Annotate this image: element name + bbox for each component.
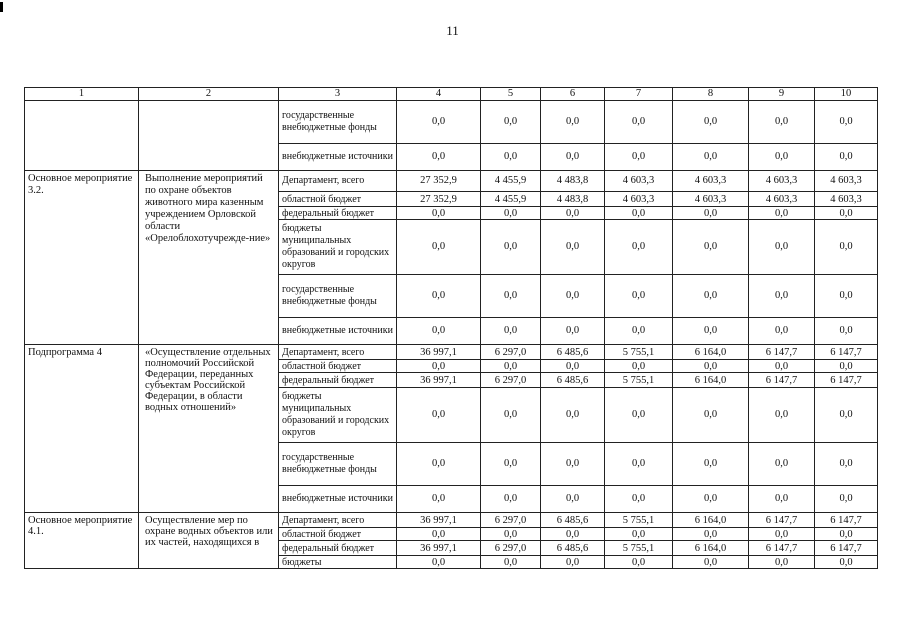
funding-source-cell: внебюджетные источники [279, 486, 397, 513]
value-cell: 0,0 [749, 275, 815, 318]
value-cell: 0,0 [673, 556, 749, 569]
value-cell: 0,0 [481, 101, 541, 144]
value-cell: 0,0 [815, 486, 878, 513]
header-row [25, 88, 878, 101]
value-cell: 0,0 [481, 207, 541, 220]
value-cell: 0,0 [481, 275, 541, 318]
value-cell: 0,0 [397, 318, 481, 345]
value-cell: 0,0 [815, 360, 878, 373]
value-cell: 0,0 [605, 443, 673, 486]
value-cell: 36 997,1 [397, 345, 481, 360]
value-cell: 6 164,0 [673, 541, 749, 556]
value-cell: 6 485,6 [541, 541, 605, 556]
value-cell: 0,0 [397, 275, 481, 318]
value-cell: 0,0 [815, 388, 878, 443]
header-cell: 6 [541, 88, 605, 101]
value-cell: 0,0 [541, 556, 605, 569]
value-cell: 0,0 [673, 388, 749, 443]
funding-source-cell: внебюджетные источники [279, 318, 397, 345]
funding-source-cell: бюджеты муниципальных образований и городских округов [279, 388, 397, 443]
value-cell: 0,0 [541, 318, 605, 345]
table-body [25, 88, 878, 569]
funding-source-cell: областной бюджет [279, 192, 397, 207]
value-cell: 4 603,3 [673, 171, 749, 192]
value-cell: 0,0 [749, 220, 815, 275]
value-cell: 0,0 [673, 443, 749, 486]
value-cell: 0,0 [541, 360, 605, 373]
value-cell: 0,0 [749, 388, 815, 443]
value-cell: 6 147,7 [749, 513, 815, 528]
value-cell: 0,0 [673, 528, 749, 541]
value-cell: 0,0 [605, 528, 673, 541]
value-cell: 0,0 [481, 360, 541, 373]
scan-edge-mark [0, 2, 3, 12]
table-row [25, 345, 878, 360]
value-cell: 0,0 [397, 207, 481, 220]
value-cell: 6 147,7 [815, 541, 878, 556]
value-cell: 0,0 [541, 101, 605, 144]
value-cell: 6 147,7 [749, 373, 815, 388]
value-cell: 0,0 [815, 207, 878, 220]
value-cell: 0,0 [749, 486, 815, 513]
program-description-cell: «Осуществление отдельных полномочий Российской Федерации, переданных субъектам Российской Федерации, в области водных отношений» [139, 345, 279, 513]
header-cell: 2 [139, 88, 279, 101]
value-cell: 0,0 [815, 318, 878, 345]
value-cell: 0,0 [541, 528, 605, 541]
value-cell: 5 755,1 [605, 373, 673, 388]
value-cell: 0,0 [749, 360, 815, 373]
value-cell: 6 147,7 [749, 541, 815, 556]
value-cell: 0,0 [397, 528, 481, 541]
funding-source-cell: федеральный бюджет [279, 207, 397, 220]
value-cell: 0,0 [481, 220, 541, 275]
value-cell: 4 603,3 [815, 192, 878, 207]
value-cell: 27 352,9 [397, 171, 481, 192]
value-cell: 6 147,7 [815, 513, 878, 528]
table-row [25, 513, 878, 528]
funding-source-cell: внебюджетные источники [279, 144, 397, 171]
value-cell: 6 485,6 [541, 373, 605, 388]
funding-source-cell: бюджеты муниципальных образований и городских округов [279, 220, 397, 275]
value-cell: 6 147,7 [749, 345, 815, 360]
value-cell: 0,0 [749, 101, 815, 144]
value-cell: 0,0 [605, 486, 673, 513]
value-cell: 0,0 [397, 360, 481, 373]
value-cell: 0,0 [749, 207, 815, 220]
value-cell: 0,0 [749, 318, 815, 345]
value-cell: 4 603,3 [673, 192, 749, 207]
funding-source-cell: федеральный бюджет [279, 541, 397, 556]
funding-source-cell: государственные внебюджетные фонды [279, 443, 397, 486]
value-cell: 0,0 [481, 144, 541, 171]
value-cell: 0,0 [815, 443, 878, 486]
value-cell: 27 352,9 [397, 192, 481, 207]
header-cell: 9 [749, 88, 815, 101]
value-cell: 36 997,1 [397, 513, 481, 528]
value-cell: 0,0 [605, 220, 673, 275]
value-cell: 0,0 [815, 220, 878, 275]
program-description-cell [139, 101, 279, 171]
value-cell: 0,0 [481, 486, 541, 513]
value-cell: 4 455,9 [481, 171, 541, 192]
value-cell: 0,0 [481, 528, 541, 541]
table-row [25, 171, 878, 192]
value-cell: 5 755,1 [605, 345, 673, 360]
value-cell: 0,0 [605, 144, 673, 171]
program-name-cell: Подпрограмма 4 [25, 345, 139, 513]
value-cell: 6 297,0 [481, 541, 541, 556]
value-cell: 0,0 [481, 388, 541, 443]
value-cell: 0,0 [673, 144, 749, 171]
value-cell: 0,0 [541, 275, 605, 318]
value-cell: 0,0 [605, 556, 673, 569]
value-cell: 0,0 [673, 360, 749, 373]
value-cell: 0,0 [397, 144, 481, 171]
value-cell: 0,0 [541, 443, 605, 486]
value-cell: 36 997,1 [397, 373, 481, 388]
value-cell: 5 755,1 [605, 513, 673, 528]
value-cell: 0,0 [481, 556, 541, 569]
value-cell: 0,0 [397, 101, 481, 144]
funding-source-cell: Департамент, всего [279, 171, 397, 192]
value-cell: 0,0 [749, 144, 815, 171]
funding-source-cell: областной бюджет [279, 360, 397, 373]
value-cell: 6 297,0 [481, 373, 541, 388]
value-cell: 0,0 [397, 486, 481, 513]
value-cell: 0,0 [541, 220, 605, 275]
value-cell: 0,0 [605, 207, 673, 220]
value-cell: 0,0 [673, 101, 749, 144]
value-cell: 0,0 [815, 275, 878, 318]
value-cell: 0,0 [605, 101, 673, 144]
program-description-cell: Выполнение мероприятий по охране объектов животного мира казенным учреждением Орловской области «Орелоблохотучрежде-ние» [139, 171, 279, 345]
header-cell: 3 [279, 88, 397, 101]
value-cell: 6 164,0 [673, 373, 749, 388]
value-cell: 36 997,1 [397, 541, 481, 556]
header-cell: 1 [25, 88, 139, 101]
value-cell: 0,0 [397, 556, 481, 569]
value-cell: 0,0 [397, 443, 481, 486]
funding-source-cell: государственные внебюджетные фонды [279, 275, 397, 318]
value-cell: 0,0 [815, 556, 878, 569]
program-description-cell: Осуществление мер по охране водных объектов или их частей, находящихся в [139, 513, 279, 569]
value-cell: 0,0 [605, 360, 673, 373]
funding-source-cell: бюджеты [279, 556, 397, 569]
value-cell: 4 603,3 [749, 171, 815, 192]
value-cell: 5 755,1 [605, 541, 673, 556]
value-cell: 6 297,0 [481, 345, 541, 360]
value-cell: 0,0 [605, 388, 673, 443]
value-cell: 0,0 [481, 318, 541, 345]
value-cell: 0,0 [673, 486, 749, 513]
value-cell: 0,0 [605, 275, 673, 318]
value-cell: 0,0 [673, 275, 749, 318]
value-cell: 6 297,0 [481, 513, 541, 528]
value-cell: 6 485,6 [541, 345, 605, 360]
value-cell: 0,0 [397, 220, 481, 275]
header-cell: 5 [481, 88, 541, 101]
value-cell: 0,0 [541, 144, 605, 171]
header-cell: 8 [673, 88, 749, 101]
funding-source-cell: Департамент, всего [279, 513, 397, 528]
value-cell: 6 147,7 [815, 345, 878, 360]
header-cell: 10 [815, 88, 878, 101]
value-cell: 6 485,6 [541, 513, 605, 528]
page-number: 11 [446, 23, 459, 38]
value-cell: 6 147,7 [815, 373, 878, 388]
value-cell: 0,0 [815, 528, 878, 541]
value-cell: 4 603,3 [605, 192, 673, 207]
header-cell: 4 [397, 88, 481, 101]
funding-source-cell: Департамент, всего [279, 345, 397, 360]
table-row [25, 101, 878, 144]
value-cell: 0,0 [673, 207, 749, 220]
value-cell: 4 603,3 [749, 192, 815, 207]
program-name-cell: Основное мероприятие 3.2. [25, 171, 139, 345]
value-cell: 0,0 [605, 318, 673, 345]
program-name-cell [25, 101, 139, 171]
value-cell: 4 483,8 [541, 171, 605, 192]
value-cell: 0,0 [541, 388, 605, 443]
funding-source-cell: государственные внебюджетные фонды [279, 101, 397, 144]
value-cell: 0,0 [815, 101, 878, 144]
value-cell: 0,0 [749, 443, 815, 486]
value-cell: 4 483,8 [541, 192, 605, 207]
value-cell: 0,0 [749, 556, 815, 569]
budget-table [24, 87, 878, 569]
value-cell: 0,0 [673, 318, 749, 345]
value-cell: 0,0 [749, 528, 815, 541]
funding-source-cell: областной бюджет [279, 528, 397, 541]
value-cell: 4 603,3 [605, 171, 673, 192]
value-cell: 0,0 [541, 207, 605, 220]
value-cell: 4 455,9 [481, 192, 541, 207]
value-cell: 0,0 [541, 486, 605, 513]
value-cell: 0,0 [673, 220, 749, 275]
value-cell: 6 164,0 [673, 513, 749, 528]
value-cell: 6 164,0 [673, 345, 749, 360]
program-name-cell: Основное мероприятие 4.1. [25, 513, 139, 569]
header-cell: 7 [605, 88, 673, 101]
value-cell: 0,0 [397, 388, 481, 443]
value-cell: 0,0 [815, 144, 878, 171]
value-cell: 4 603,3 [815, 171, 878, 192]
funding-source-cell: федеральный бюджет [279, 373, 397, 388]
value-cell: 0,0 [481, 443, 541, 486]
